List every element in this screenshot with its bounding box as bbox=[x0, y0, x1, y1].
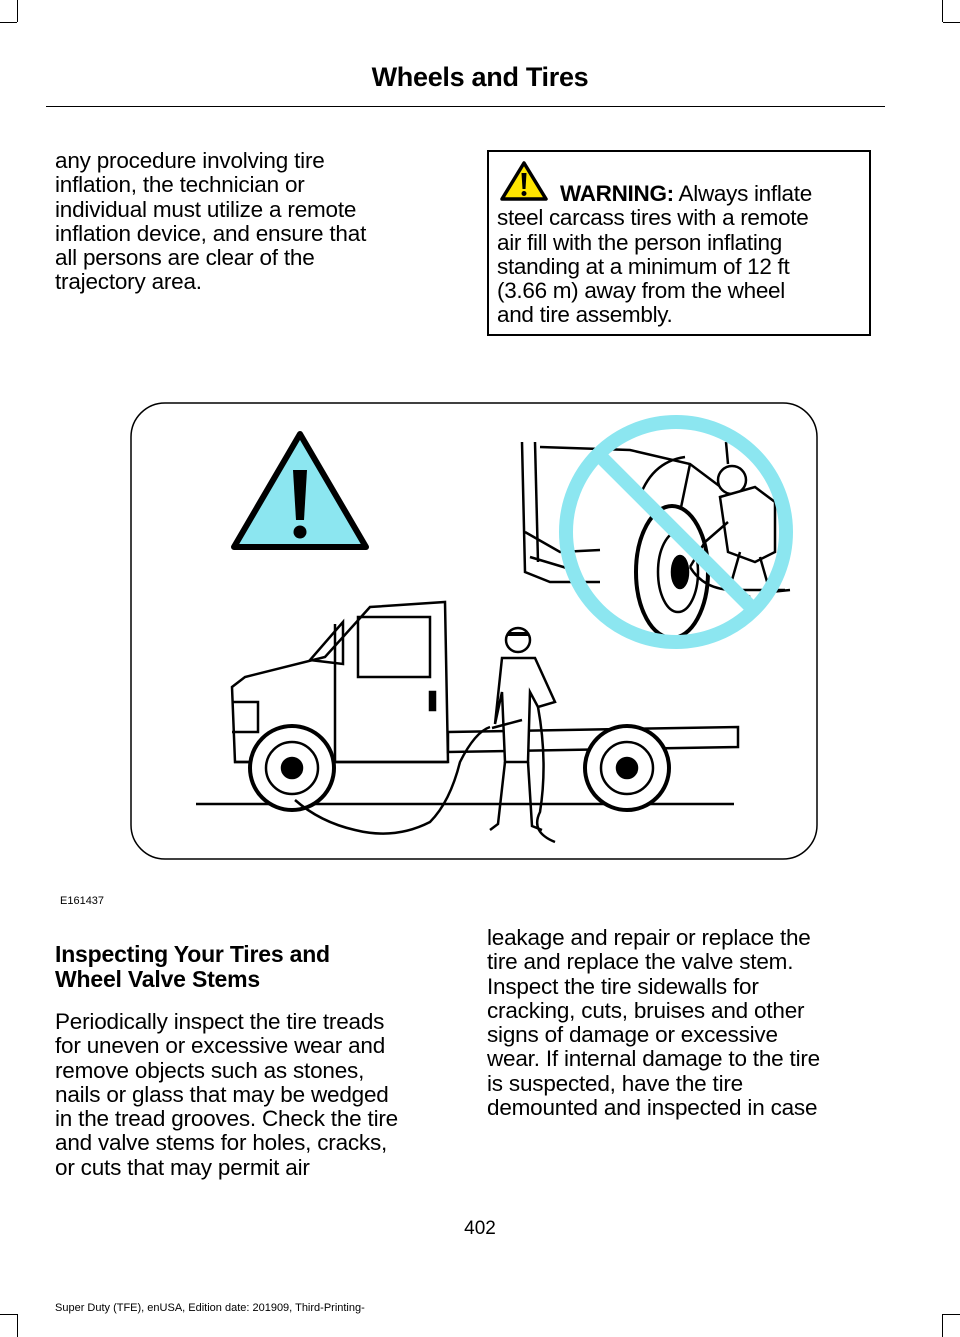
warning-text bbox=[497, 182, 812, 328]
warning-box bbox=[487, 150, 871, 336]
crop-mark bbox=[0, 22, 17, 23]
text-line: signs of damage or excessive bbox=[487, 1022, 778, 1048]
heading-line: Wheel Valve Stems bbox=[55, 966, 260, 992]
text-line: any procedure involving tire bbox=[55, 148, 325, 173]
text-line: demounted and inspected in case bbox=[487, 1095, 818, 1121]
text-line: Inspect the tire sidewalls for bbox=[487, 973, 759, 999]
text-line: and tire assembly. bbox=[497, 302, 673, 328]
crop-mark bbox=[943, 22, 960, 23]
text-line: inflation device, and ensure that bbox=[55, 220, 367, 246]
crop-mark bbox=[0, 1314, 17, 1315]
text-line: wear. If internal damage to the tire bbox=[487, 1046, 820, 1072]
text-line: (3.66 m) away from the wheel bbox=[497, 278, 785, 304]
tire-inflation-illustration bbox=[130, 402, 818, 860]
text-line: remove objects such as stones, bbox=[55, 1057, 365, 1083]
text-line: or cuts that may permit air bbox=[55, 1154, 310, 1180]
text-line: steel carcass tires with a remote bbox=[497, 205, 809, 231]
body-right-column bbox=[487, 926, 820, 1120]
crop-mark bbox=[17, 0, 18, 22]
crop-mark bbox=[17, 1314, 18, 1337]
text-line: Periodically inspect the tire treads bbox=[55, 1009, 385, 1034]
warning-label: WARNING: bbox=[560, 181, 674, 206]
text-line: nails or glass that may be wedged bbox=[55, 1081, 389, 1107]
text-line: trajectory area. bbox=[55, 269, 202, 295]
header-divider bbox=[46, 106, 885, 107]
figure-code: E161437 bbox=[60, 895, 105, 907]
crop-mark bbox=[943, 1314, 960, 1315]
intro-paragraph bbox=[55, 149, 366, 295]
text-line: in the tread grooves. Check the tire bbox=[55, 1106, 398, 1132]
body-left-column bbox=[55, 1010, 398, 1180]
page-title: Wheels and Tires bbox=[371, 62, 589, 92]
caution-triangle-icon bbox=[234, 434, 366, 547]
text-line: for uneven or excessive wear and bbox=[55, 1033, 386, 1059]
text-line: inflation, the technician or bbox=[55, 172, 305, 198]
crop-mark bbox=[942, 1314, 943, 1337]
text-line: cracking, cuts, bruises and other bbox=[487, 997, 805, 1023]
text-line: Always inflate bbox=[673, 181, 812, 206]
text-line: is suspected, have the tire bbox=[487, 1070, 743, 1096]
text-line: tire and replace the valve stem. bbox=[487, 949, 794, 975]
section-heading bbox=[55, 942, 330, 992]
heading-line: Inspecting Your Tires and bbox=[55, 941, 330, 967]
text-line: standing at a minimum of 12 ft bbox=[497, 253, 790, 279]
text-line: and valve stems for holes, cracks, bbox=[55, 1130, 388, 1156]
crop-mark bbox=[942, 0, 943, 22]
text-line: individual must utilize a remote bbox=[55, 196, 357, 222]
page-number: 402 bbox=[464, 1218, 496, 1239]
text-line: leakage and repair or replace the bbox=[487, 925, 811, 950]
footer-edition-text: Super Duty (TFE), enUSA, Edition date: 201909, Third-Printing- bbox=[55, 1302, 365, 1314]
text-line: air fill with the person inflating bbox=[497, 229, 782, 255]
text-line: all persons are clear of the bbox=[55, 245, 315, 271]
